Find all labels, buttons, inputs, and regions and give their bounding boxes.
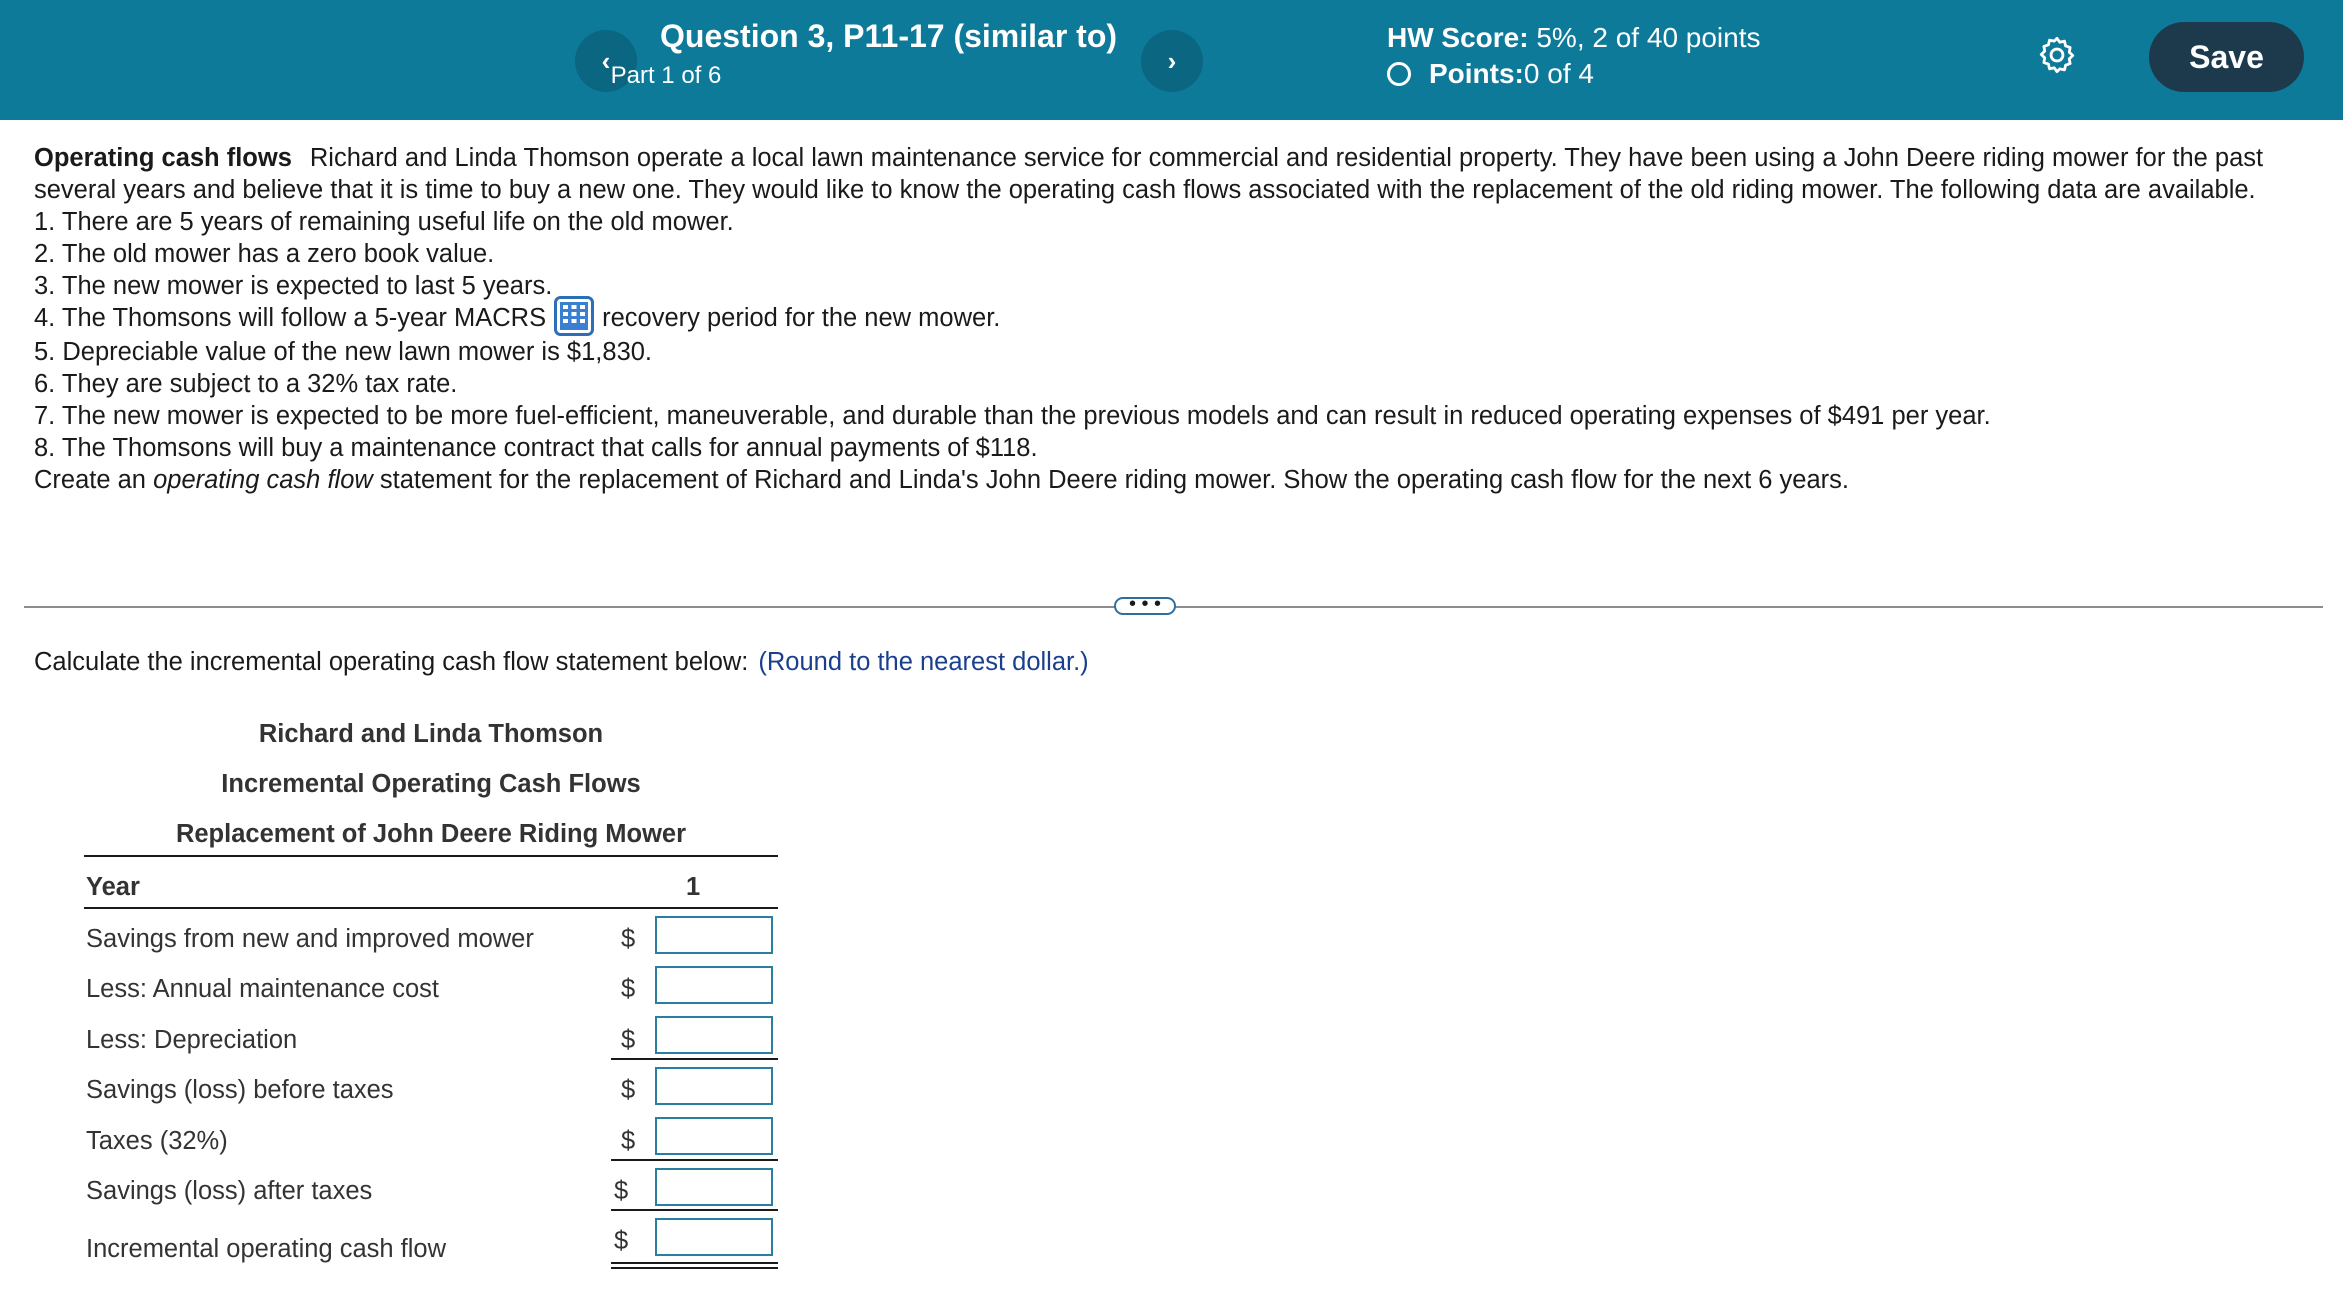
table-title-company: Richard and Linda Thomson: [258, 720, 604, 748]
data-item-5: 5. Depreciable value of the new lawn mower is $1,830.: [34, 338, 653, 367]
year-1-header: 1: [686, 873, 701, 901]
instruction: [34, 648, 1089, 677]
hw-score-value: 5%, 2 of 40 points: [1528, 22, 1761, 53]
chevron-left-icon: ‹: [601, 45, 611, 76]
expand-button[interactable]: • • •: [1114, 597, 1176, 615]
chevron-right-icon: ›: [1167, 45, 1177, 76]
data-item-6: 6. They are subject to a 32% tax rate.: [34, 370, 458, 399]
problem-intro: [34, 142, 2294, 206]
data-item-8: 8. The Thomsons will buy a maintenance contract that calls for annual payments of $118.: [34, 434, 1038, 463]
task-statement: [34, 464, 2294, 496]
operating-cash-flow-input[interactable]: [655, 1218, 773, 1256]
problem-lead: Operating cash flows: [34, 144, 292, 172]
hw-score: [1387, 22, 1761, 54]
save-button[interactable]: Save: [2149, 22, 2304, 92]
row-label-taxes: Taxes (32%): [86, 1127, 228, 1155]
currency-symbol: $: [621, 1076, 636, 1104]
currency-symbol: $: [621, 1026, 636, 1054]
part-indicator: Part 1 of 6: [610, 62, 722, 89]
row-label-maintenance: Less: Annual maintenance cost: [86, 975, 439, 1003]
hw-score-label: HW Score:: [1387, 22, 1529, 53]
table-top-rule: [84, 855, 778, 857]
task-after: statement for the replacement of Richard and Linda's John Deere riding mower. Show the operating cash flow for the next 6 years.: [372, 466, 1849, 495]
task-italic: operating cash flow: [153, 466, 373, 495]
subtotal-rule: [611, 1209, 778, 1211]
double-rule-bottom: [611, 1267, 778, 1269]
year-header: Year: [86, 873, 140, 901]
data-item-1: 1. There are 5 years of remaining useful life on the old mower.: [34, 208, 734, 236]
next-question-button[interactable]: [1141, 30, 1203, 92]
data-item-4-before: 4. The Thomsons will follow a 5-year MACRS: [34, 304, 547, 332]
question-part: [610, 62, 1092, 90]
points-value: 0 of 4: [1523, 58, 1594, 89]
problem-intro-text: Richard and Linda Thomson operate a local lawn maintenance service for commercial and residential property. They have been using a John Deere riding mower for the past several years and believe that it is time to buy a new one. They would like to know the operating cash flows associated with the replacement of the old riding mower. The following data are available.: [34, 144, 2264, 204]
depreciation-input[interactable]: [655, 1016, 773, 1054]
data-item-3: 3. The new mower is expected to last 5 years.: [34, 272, 553, 300]
header-rule: [84, 907, 778, 909]
row-label-after-taxes: Savings (loss) after taxes: [86, 1177, 373, 1205]
task-before: Create an: [34, 466, 154, 495]
points-label: Points:: [1429, 58, 1524, 89]
rounding-hint: (Round to the nearest dollar.): [758, 648, 1089, 676]
header-bar: [0, 0, 2343, 120]
double-rule-top: [611, 1262, 778, 1264]
maintenance-cost-input[interactable]: [655, 966, 773, 1004]
currency-symbol: $: [621, 975, 636, 1003]
instruction-text: Calculate the incremental operating cash flow statement below:: [34, 648, 749, 676]
currency-symbol: $: [621, 925, 636, 953]
table-title-statement: Incremental Operating Cash Flows: [221, 770, 641, 798]
data-item-4-after: recovery period for the new mower.: [602, 304, 1001, 332]
row-label-operating-cash-flow: Incremental operating cash flow: [86, 1235, 447, 1263]
incomplete-circle-icon: [1387, 62, 1411, 86]
currency-symbol: $: [614, 1177, 629, 1205]
row-label-before-taxes: Savings (loss) before taxes: [86, 1076, 394, 1104]
after-taxes-input[interactable]: [655, 1168, 773, 1206]
row-label-savings: Savings from new and improved mower: [86, 925, 534, 953]
subtotal-rule: [611, 1058, 778, 1060]
before-taxes-input[interactable]: [655, 1067, 773, 1105]
savings-input[interactable]: [655, 916, 773, 954]
question-title: Question 3, P11-17 (similar to): [660, 18, 1118, 54]
macrs-table-icon[interactable]: [554, 296, 594, 336]
taxes-input[interactable]: [655, 1117, 773, 1155]
subtotal-rule: [611, 1159, 778, 1161]
currency-symbol: $: [614, 1227, 629, 1255]
data-item-4: [34, 302, 2294, 336]
data-item-7: 7. The new mower is expected to be more fuel-efficient, maneuverable, and durable than the previous models and can result in reduced operating expenses of $491 per year.: [34, 402, 1991, 431]
row-label-depreciation: Less: Depreciation: [86, 1026, 298, 1054]
points: [1387, 58, 1594, 90]
data-item-2: 2. The old mower has a zero book value.: [34, 240, 495, 268]
table-title-project: Replacement of John Deere Riding Mower: [175, 820, 687, 848]
problem-statement: [34, 142, 2294, 496]
gear-icon[interactable]: [2036, 34, 2078, 76]
currency-symbol: $: [621, 1127, 636, 1155]
